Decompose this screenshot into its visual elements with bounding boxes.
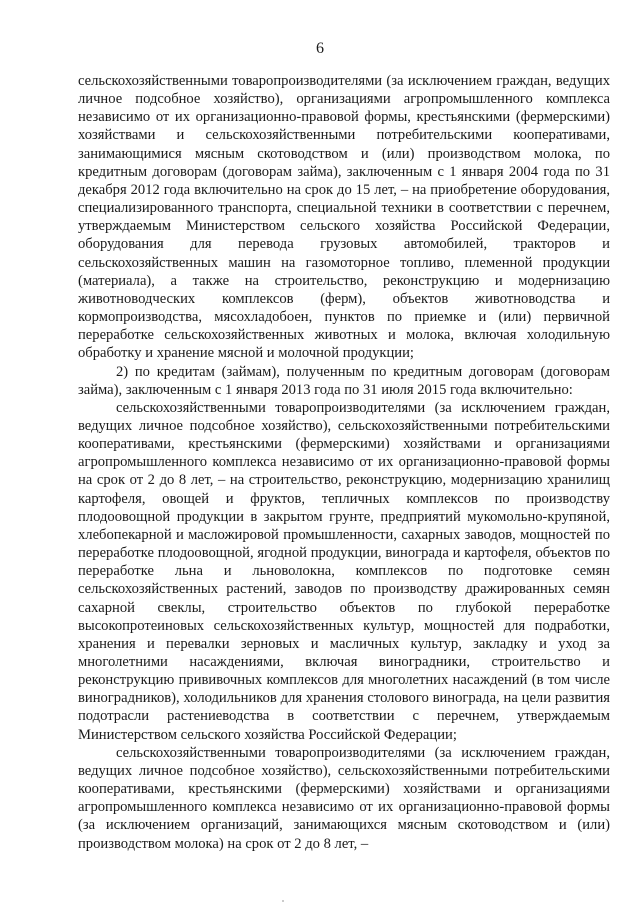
page-number: 6	[316, 40, 324, 57]
paragraph-item-2: 2) по кредитам (займам), полученным по кредитным договорам (договорам займа), заключенным с 1 января 2013 года по 31 июля 2015 года включительно:	[78, 363, 610, 398]
scan-speck	[282, 900, 284, 902]
paragraph-continuation: сельскохозяйственными товаропроизводителями (за исключением граждан, ведущих личное подсобное хозяйство), организациями агропромышленного комплекса независимо от их организационно-правовой формы, крестьянскими (фермерскими) хозяйствами и сельскохозяйственными потребительскими кооперативами, занимающимися мясным скотоводством и (или) производством молока, по кредитным договорам (договорам займа), заключенным с 1 января 2004 года по 31 декабря 2012 года включительно на срок до 15 лет, – на приобретение оборудования, специализированного транспорта, специальной техники в соответствии с перечнем, утверждаемым Министерством сельского хозяйства Российской Федерации, оборудования для перевода грузовых автомобилей, тракторов и сельскохозяйственных машин на газомоторное топливо, племенной продукции (материала), а также на строительство, реконструкцию и модернизацию животноводческих комплексов (ферм), объектов животноводства и кормопроизводства, мясохладобоен, пунктов по приемке и (или) первичной переработке сельскохозяйственных животных и молока, включая холодильную обработку и хранение мясной и молочной продукции;	[78, 73, 610, 362]
paragraph-other-producers: сельскохозяйственными товаропроизводителями (за исключением граждан, ведущих личное подсобное хозяйство), сельскохозяйственными потребительскими кооперативами, крестьянскими (фермерскими) хозяйствами и организациями агропромышленного комплекса независимо от их организационно-правовой формы (за исключением организаций, занимающихся мясным скотоводством и (или) производством молока) на срок от 2 до 8 лет, –	[78, 744, 610, 852]
document-body	[78, 72, 610, 853]
paragraph-crop-producers: сельскохозяйственными товаропроизводителями (за исключением граждан, ведущих личное подсобное хозяйство), сельскохозяйственными потребительскими кооперативами, крестьянскими (фермерскими) хозяйствами и организациями агропромышленного комплекса независимо от их организационно-правовой формы на срок от 2 до 8 лет, – на строительство, реконструкцию, модернизацию хранилищ картофеля, овощей и фруктов, тепличных комплексов по производству плодоовощной продукции в закрытом грунте, предприятий мукомольно-крупяной, хлебопекарной и масложировой промышленности, сахарных заводов, мощностей по переработке плодоовощной, ягодной продукции, винограда и картофеля, объектов по переработке льна и льноволокна, комплексов по подготовке семян сельскохозяйственных растений, заводов по производству дражированных семян сахарной свеклы, строительство объектов по глубокой переработке высокопротеиновых сельскохозяйственных культур, мощностей для подработки, хранения и перевалки зерновых и масличных культур, закладку и уход за многолетними насаждениями, включая виноградники, строительство и реконструкцию прививочных комплексов для многолетних насаждений (в том числе виноградников), холодильников для хранения столового винограда, на цели развития подотрасли растениеводства в соответствии с перечнем, утверждаемым Министерством сельского хозяйства Российской Федерации;	[78, 399, 610, 743]
